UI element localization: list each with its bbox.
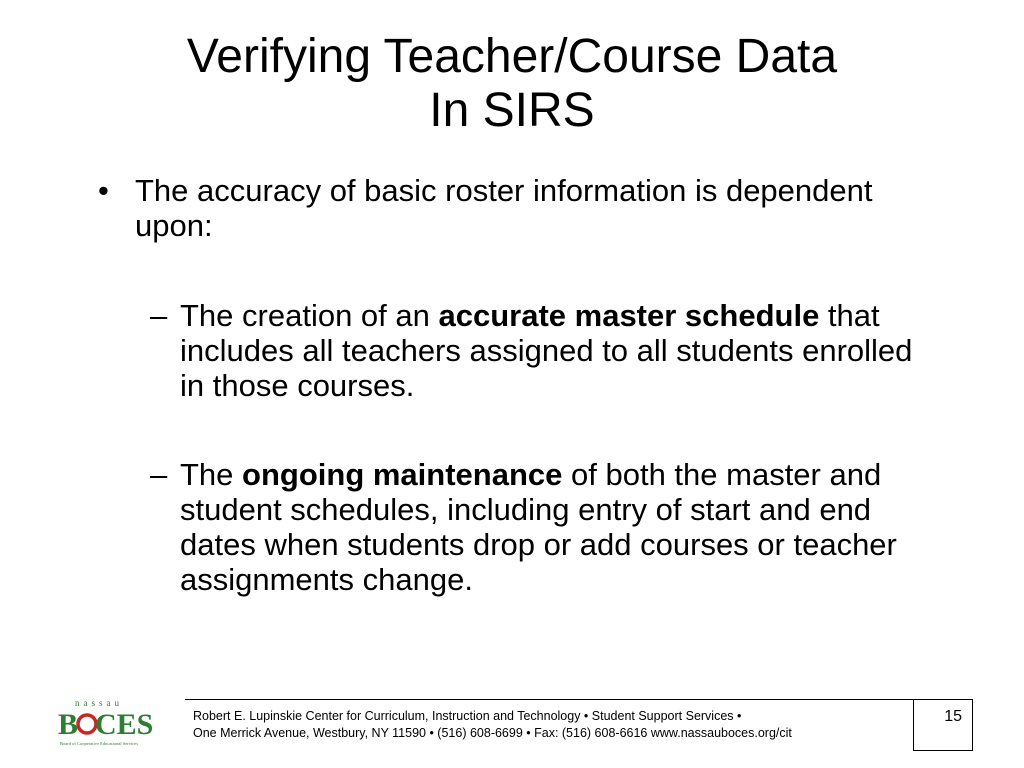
- page-number: 15: [944, 708, 962, 725]
- sub-bullet-text-bold: accurate master schedule: [438, 298, 820, 333]
- sub-bullet-text-bold: ongoing maintenance: [242, 457, 563, 492]
- sub-bullet-marker: –: [150, 457, 168, 492]
- svg-text:Board of Cooperative Education: Board of Cooperative Educational Services: [60, 741, 138, 746]
- bullet-marker: •: [98, 173, 109, 208]
- svg-text:B: B: [58, 708, 79, 741]
- title-line-2: In SIRS: [429, 84, 595, 137]
- svg-text:nassau: nassau: [75, 698, 123, 708]
- sub-bullet-text-pre: The: [180, 457, 243, 492]
- footer-address-box: [185, 699, 913, 751]
- svg-text:CES: CES: [95, 708, 154, 741]
- sub-bullet-item: [150, 457, 930, 597]
- bullet-item: [98, 173, 878, 243]
- footer-line-2: One Merrick Avenue, Westbury, NY 11590 • (516) 608-6699 • Fax: (516) 608-6616 www.nassauboces.org/cit: [193, 726, 792, 740]
- sub-bullet-item: [150, 298, 930, 403]
- nassau-boces-logo: [57, 697, 154, 749]
- sub-bullet-marker: –: [150, 298, 168, 333]
- title-line-1: Verifying Teacher/Course Data: [186, 30, 838, 83]
- sub-bullet-text-pre: The creation of an: [180, 298, 439, 333]
- footer-text: [193, 708, 792, 742]
- slide-title: [62, 30, 962, 138]
- bullet-text: The accuracy of basic roster information is dependent upon:: [135, 173, 873, 243]
- footer-line-1: Robert E. Lupinskie Center for Curriculum, Instruction and Technology • Student Support Services •: [193, 709, 742, 723]
- sub-bullet-text-post: of both the master and student schedules, including entry of start and end dates when students drop or add courses or teacher assignments change.: [180, 457, 897, 597]
- sub-bullet-text-post: that includes all teachers assigned to all students enrolled in those courses.: [180, 298, 913, 403]
- page-number-box: [913, 699, 973, 751]
